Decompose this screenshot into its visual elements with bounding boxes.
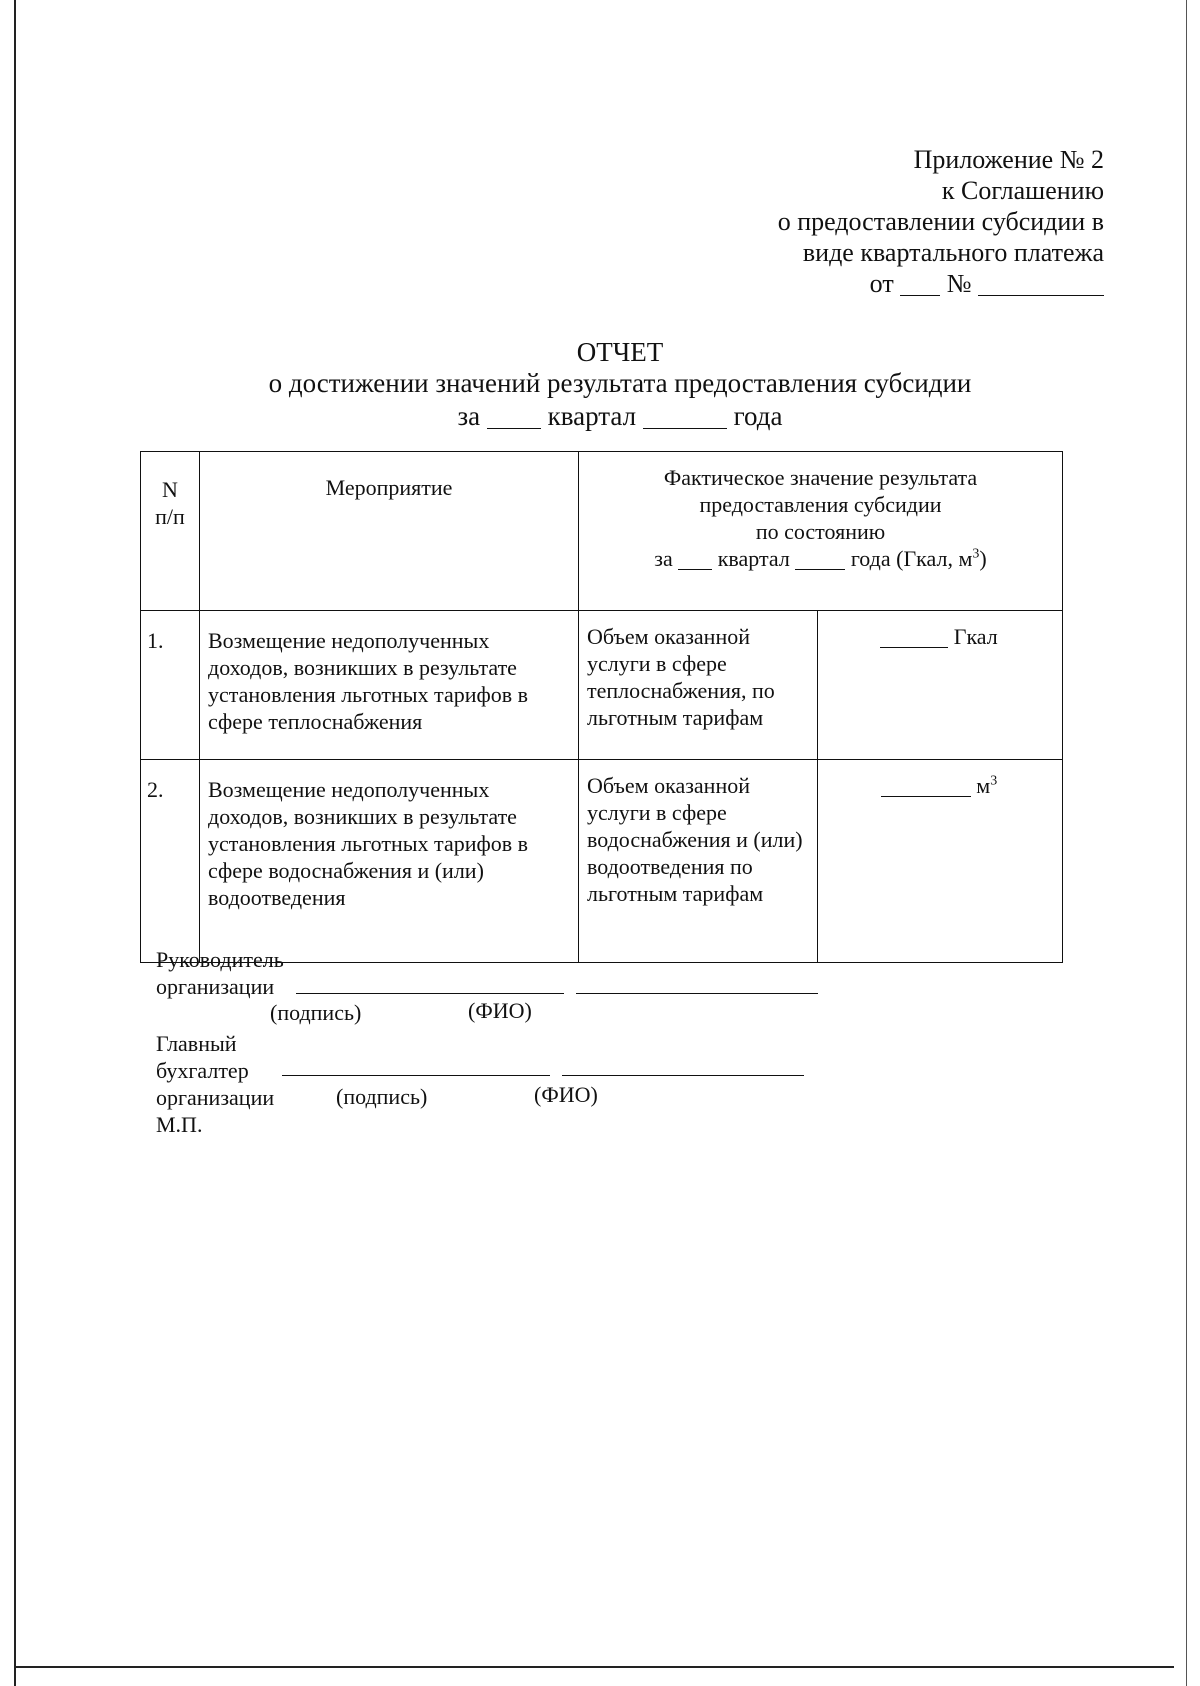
header-event: Мероприятие: [200, 452, 579, 611]
header-year-blank: [795, 547, 845, 570]
appendix-line-2: к Соглашению: [941, 176, 1104, 205]
header-number-line-1: N: [162, 477, 178, 502]
row-unit: м: [976, 773, 991, 798]
header-quarter-label: квартал: [717, 546, 790, 571]
appendix-number-label: №: [946, 269, 972, 298]
accountant-label-line-2: бухгалтер: [156, 1058, 249, 1083]
accountant-name-hint: (ФИО): [534, 1082, 598, 1107]
stamp-placeholder: М.П.: [156, 1112, 203, 1137]
value-blank: [881, 774, 971, 797]
table-row: [141, 760, 1063, 963]
table-header-row: [141, 452, 1063, 611]
row-unit-superscript: 3: [990, 773, 998, 789]
head-label-line-2: организации: [156, 974, 275, 999]
header-actual-line-1: Фактическое значение результата: [663, 465, 978, 490]
scan-border-right: [1186, 0, 1187, 1686]
row-value: [818, 611, 1063, 760]
row-number: 2.: [141, 760, 200, 963]
table-row: [141, 611, 1063, 760]
header-number: [141, 452, 200, 611]
header-actual-line-4: [579, 545, 1062, 572]
year-blank: [643, 401, 727, 429]
head-label-line-1: Руководитель: [156, 947, 284, 972]
header-actual-line-2: предоставления субсидии: [699, 492, 942, 517]
header-period-prefix: за: [654, 546, 673, 571]
appendix-line-5: [778, 268, 1104, 299]
scan-border-left: [14, 0, 16, 1686]
row-number: 1.: [141, 611, 200, 760]
head-signature-line: [296, 993, 564, 994]
head-signature-hint: (подпись): [270, 1000, 362, 1025]
accountant-name-line: [562, 1075, 804, 1076]
header-unit-superscript: 3: [972, 546, 980, 562]
period-prefix: за: [457, 401, 481, 431]
appendix-header: [778, 144, 1104, 299]
head-name-hint: (ФИО): [468, 998, 532, 1023]
row-event: Возмещение недополученных доходов, возникших в результате установления льготных тарифов в сфере водоснабжения и (или) водоотведения: [200, 760, 579, 963]
report-subtitle: о достижении значений результата предоставления субсидии: [268, 368, 972, 398]
header-actual-line-3: по состоянию: [755, 519, 886, 544]
number-blank: [978, 269, 1104, 296]
appendix-from-label: от: [869, 269, 894, 298]
head-name-line: [576, 993, 818, 994]
scan-border-bottom: [14, 1666, 1174, 1668]
row-indicator: Объем оказанной услуги в сфере теплоснабжения, по льготным тарифам: [579, 611, 818, 760]
report-period: [0, 401, 1200, 432]
header-number-line-2: п/п: [155, 504, 185, 529]
value-blank: [880, 625, 948, 648]
header-actual-value: [579, 452, 1063, 611]
date-blank: [900, 269, 940, 296]
accountant-label-line-1: Главный: [156, 1031, 237, 1056]
header-quarter-blank: [678, 547, 712, 570]
results-table: [140, 451, 1063, 963]
accountant-signature-hint: (подпись): [336, 1084, 428, 1109]
appendix-line-4: виде квартального платежа: [802, 238, 1104, 267]
accountant-label-line-3: организации: [156, 1085, 275, 1110]
row-unit: Гкал: [953, 624, 998, 649]
appendix-line-1: Приложение № 2: [913, 145, 1104, 174]
header-year-label: года (Гкал, м: [850, 546, 973, 571]
row-event: Возмещение недополученных доходов, возникших в результате установления льготных тарифов в сфере теплоснабжения: [200, 611, 579, 760]
accountant-signature-line: [282, 1075, 550, 1076]
appendix-line-3: о предоставлении субсидии в: [777, 207, 1104, 236]
row-indicator: Объем оказанной услуги в сфере водоснабжения и (или) водоотведения по льготным тарифам: [579, 760, 818, 963]
period-year-label: года: [733, 401, 783, 431]
row-value: [818, 760, 1063, 963]
period-quarter-label: квартал: [547, 401, 637, 431]
report-title: ОТЧЕТ: [576, 337, 664, 367]
header-closing-paren: ): [979, 546, 987, 571]
quarter-blank: [487, 401, 541, 429]
